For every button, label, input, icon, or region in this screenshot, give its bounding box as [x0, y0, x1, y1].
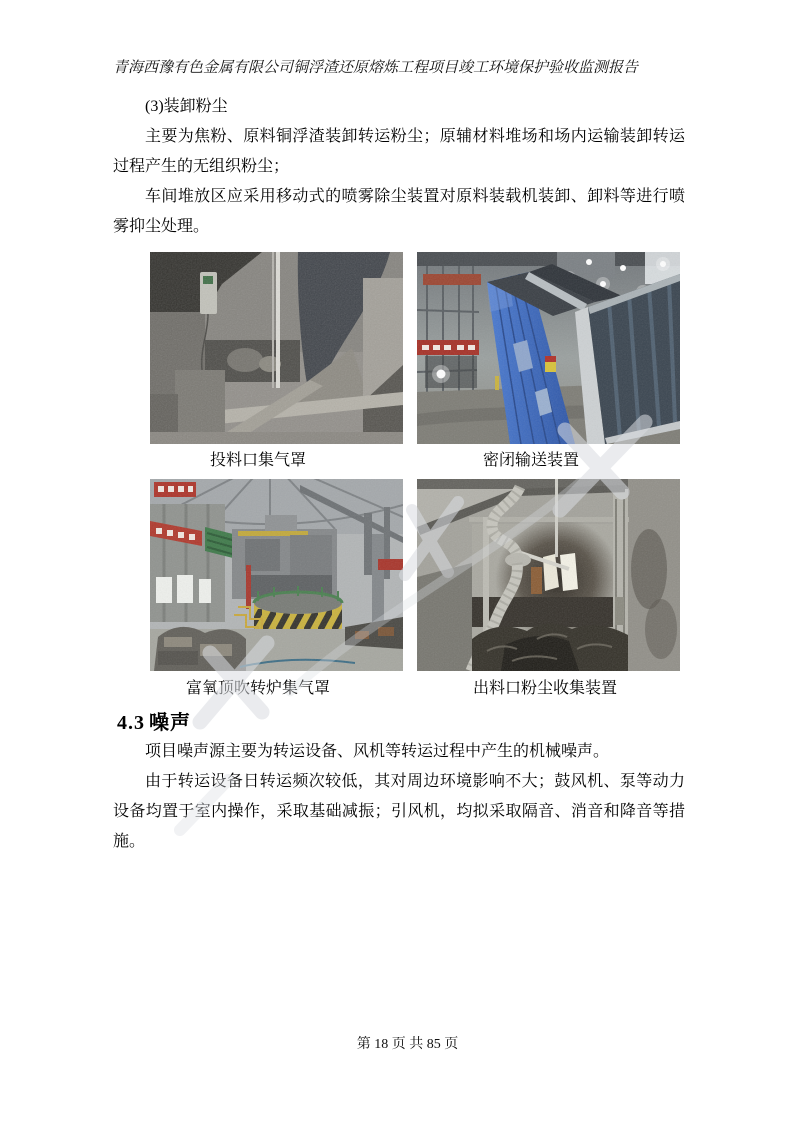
figure-caption-feeding-port-hood: 投料口集气罩 — [209, 452, 306, 469]
section-number: 4.3 — [117, 712, 145, 734]
photo-converter-gas-hood — [150, 479, 403, 671]
photo-discharge-dust-collector — [417, 479, 680, 671]
dust-item-title: (3)装卸粉尘 — [145, 98, 228, 115]
photo-enclosed-conveyor — [417, 252, 680, 444]
dust-paragraph-1: 主要为焦粉、原料铜浮渣装卸转运粉尘；原辅材料堆场和场内运输装卸转运过程产生的无组织粉尘； — [113, 128, 685, 175]
figure-caption-converter-hood: 富氧顶吹转炉集气罩 — [185, 680, 330, 697]
section-heading-noise — [117, 706, 191, 735]
noise-paragraph-2: 由于转运设备日转运频次较低，其对周边环境影响不大；鼓风机、泵等动力设备均置于室内操作，采取基础减振；引风机，均拟采取隔音、消音和降音等措施。 — [113, 773, 685, 850]
photo-feeding-port-hood — [150, 252, 403, 444]
noise-paragraph-1: 项目噪声源主要为转运设备、风机等转运过程中产生的机械噪声。 — [145, 743, 610, 760]
figure-caption-discharge-collector: 出料口粉尘收集装置 — [472, 680, 617, 697]
section-title: 噪声 — [149, 710, 191, 734]
noise-section-text — [113, 737, 685, 857]
page-header-title: 青海西豫有色金属有限公司铜浮渣还原熔炼工程项目竣工环境保护验收监测报告 — [113, 60, 639, 76]
dust-section-text — [113, 92, 685, 242]
dust-paragraph-2: 车间堆放区应采用移动式的喷雾除尘装置对原料装载机装卸、卸料等进行喷雾抑尘处理。 — [113, 188, 685, 235]
page-number: 第 18 页 共 85 页 — [356, 1037, 459, 1052]
figure-caption-enclosed-conveyor: 密闭输送装置 — [482, 452, 579, 469]
